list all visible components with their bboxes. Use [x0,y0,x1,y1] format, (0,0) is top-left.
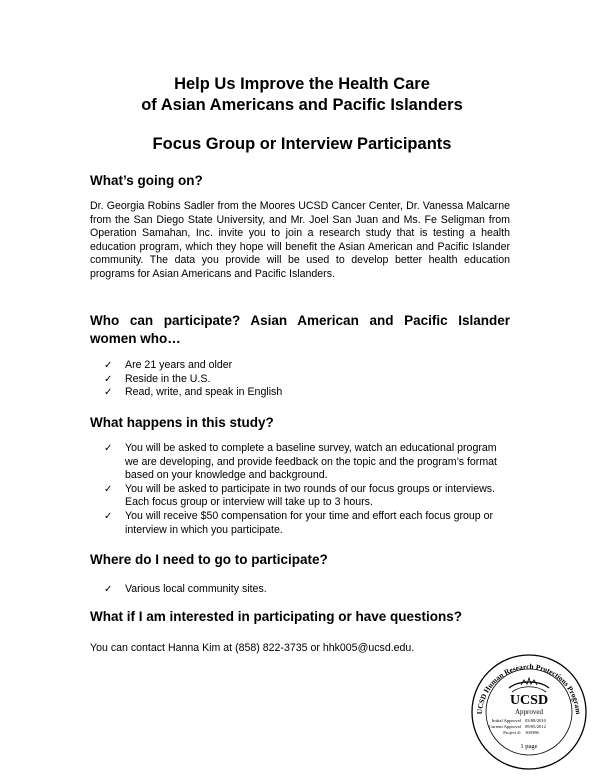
checkmark-icon: ✓ [104,373,113,385]
stamp-row-label: Project #: [503,730,521,735]
heading-questions: What if I am interested in participating or have questions? [90,609,463,624]
checkmark-icon: ✓ [104,387,113,399]
stamp-row-value: 09/05/2012 [525,724,546,729]
list-item [103,386,513,400]
heading-where: Where do I need to go to participate? [90,552,328,567]
list-item [103,510,513,537]
list-item-text: Various local community sites. [125,583,267,595]
heading-what-happens: What happens in this study? [90,415,274,430]
stamp-ring-text: UCSD Human Research Protections Program [474,661,584,715]
stamp-status: Approved [515,708,543,716]
list-item [103,483,513,510]
list-item-text: Read, write, and speak in English [125,386,283,399]
checkmark-icon: ✓ [104,443,113,454]
location-list [103,583,513,597]
title-line-1: Help Us Improve the Health Care [174,75,430,93]
study-steps-list [103,442,513,537]
list-item [103,442,513,483]
list-item-text: You will be asked to participate in two rounds of our focus groups or interviews. Each focus group or interview will take up to 3 hours. [125,482,495,509]
checkmark-icon: ✓ [104,360,113,371]
heading-who-can-participate: Who can participate? Asian American and Pacific Islander women who… [90,313,510,346]
title-line-2: of Asian Americans and Pacific Islanders [141,96,463,114]
stamp-row-value: 03/08/2010 [525,718,546,723]
checkmark-icon: ✓ [104,510,113,522]
stamp-page-count: 1 page [520,743,538,750]
list-item [103,583,513,597]
list-item [103,373,513,387]
stamp-row-value: 100386 [525,730,539,735]
contact-text: You can contact Hanna Kim at (858) 822-3735 or hhk005@ucsd.edu. [90,642,415,654]
ucsd-logo-icon [509,678,549,708]
list-item-text: You will receive $50 compensation for your time and effort each focus group or interview in which you participate. [125,509,494,536]
list-item-text: Are 21 years and older [125,359,233,371]
list-item-text: Reside in the U.S. [125,372,211,385]
checkmark-icon: ✓ [104,483,113,495]
intro-paragraph: Dr. Georgia Robins Sadler from the Moores UCSD Cancer Center, Dr. Vanessa Malcarne from the San Diego State University, and Mr. Joel San Juan and Ms. Fe Seligman from Operation Samahan, Inc. invite you to join a research study that is testing a health education program, which they hope will benefit the Asian American and Pacific Islander community. The data you provide will be used to develop better health education programs for Asian Americans and Pacific Islanders. [90,200,510,280]
subtitle: Focus Group or Interview Participants [152,135,452,153]
eligibility-list [103,359,513,400]
list-item-text: You will be asked to complete a baseline survey, watch an educational program we are developing, and provide feedback on the topic and the program’s format based on your knowledge and background. [125,442,497,482]
approval-stamp [469,652,589,772]
list-item [103,359,513,373]
stamp-row-label: Initial Approval [491,718,521,723]
checkmark-icon: ✓ [104,584,113,595]
stamp-logo-text: UCSD [509,693,549,708]
heading-whats-going-on: What’s going on? [90,173,203,188]
stamp-row-label: Current Approval [488,724,521,729]
